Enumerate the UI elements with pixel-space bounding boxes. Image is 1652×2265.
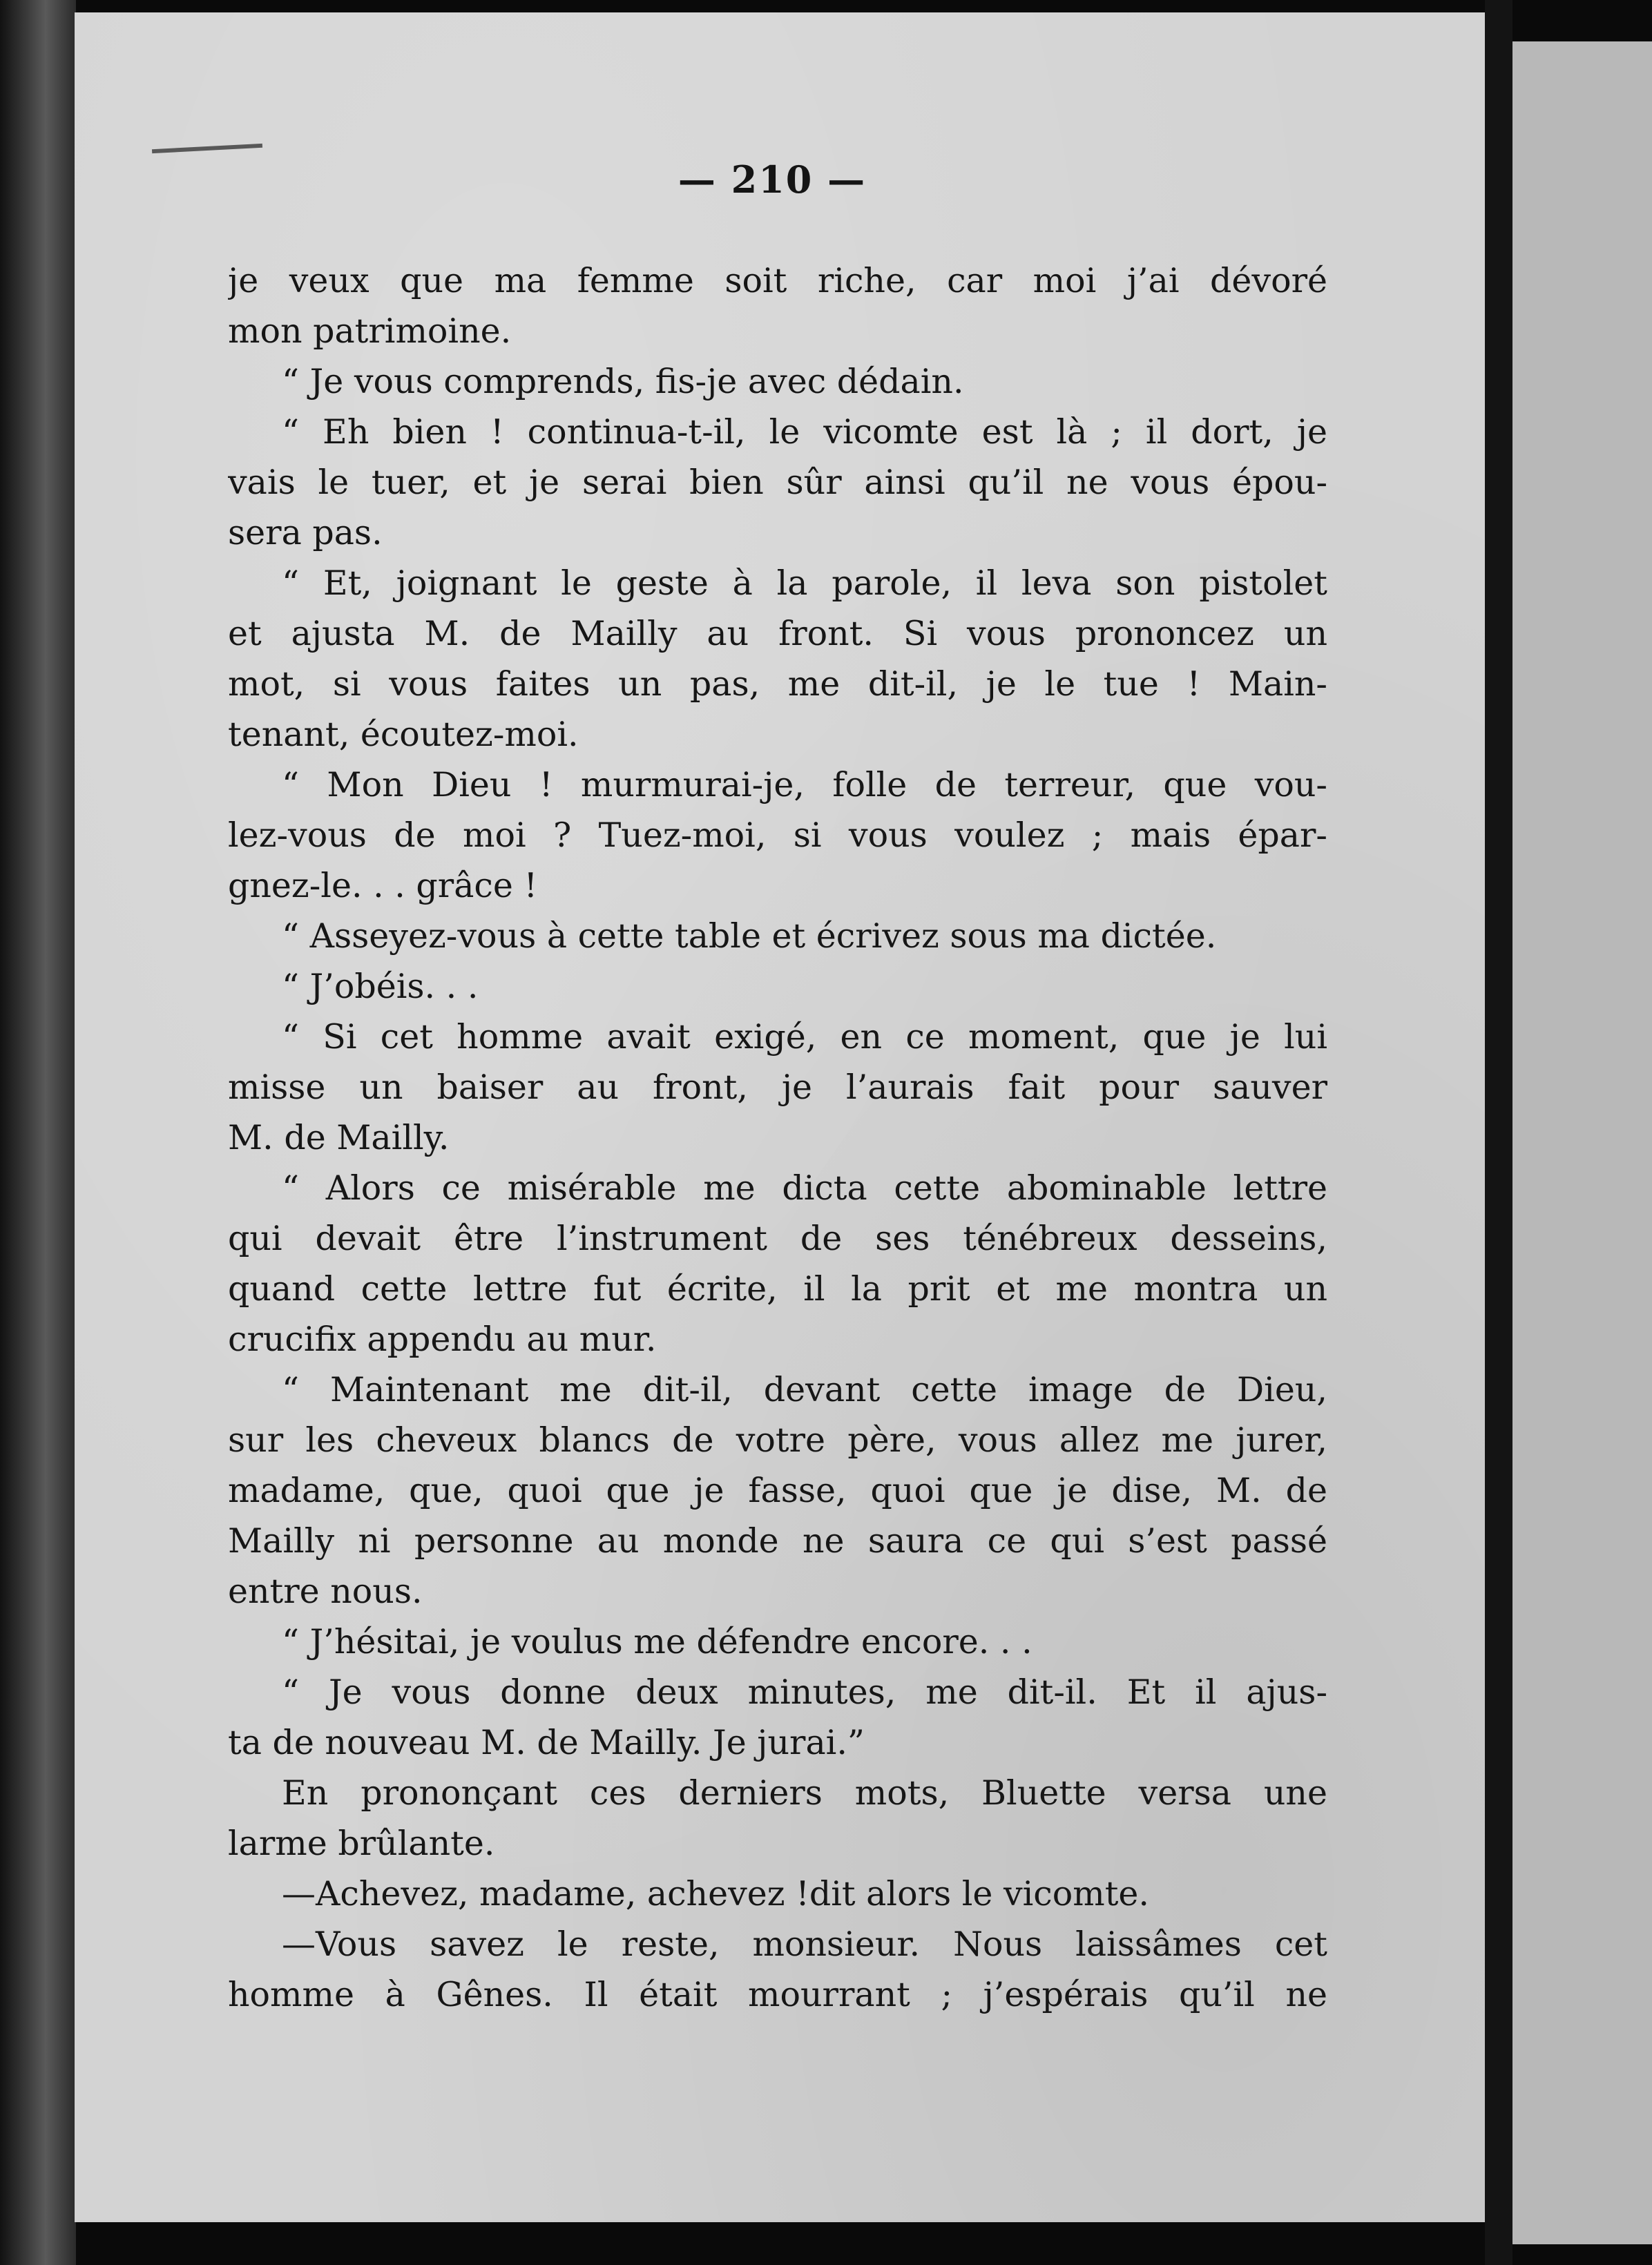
text-line: sera pas. — [228, 513, 383, 552]
text-line: “ Maintenant me dit-il, devant cette image de Dieu, — [282, 1370, 1327, 1409]
text-line: quand cette lettre fut écrite, il la prit et me montra un — [228, 1269, 1327, 1309]
text-line: mot, si vous faites un pas, me dit-il, je le tue ! Main- — [228, 664, 1327, 704]
text-line: M. de Mailly. — [228, 1118, 450, 1157]
text-line: Mailly ni personne au monde ne saura ce qui s’est passé — [228, 1521, 1327, 1561]
text-line: “ Alors ce misérable me dicta cette abominable lettre — [282, 1168, 1327, 1208]
text-line: larme brûlante. — [228, 1824, 495, 1863]
text-line: vais le tuer, et je serai bien sûr ainsi qu’il ne vous épou- — [228, 463, 1327, 502]
text-line: mon patrimoine. — [228, 311, 512, 351]
text-line: En prononçant ces derniers mots, Bluette versa une — [282, 1773, 1327, 1813]
adjacent-page-edge — [1512, 41, 1652, 2244]
text-line: et ajusta M. de Mailly au front. Si vous prononcez un — [228, 614, 1327, 653]
text-line: “ Si cet homme avait exigé, en ce moment, que je lui — [282, 1017, 1327, 1057]
text-line: ta de nouveau M. de Mailly. Je jurai.” — [228, 1723, 865, 1762]
text-line: —Vous savez le reste, monsieur. Nous laissâmes cet — [282, 1925, 1327, 1964]
text-line: entre nous. — [228, 1572, 423, 1611]
text-line: sur les cheveux blancs de votre père, vous allez me jurer, — [228, 1420, 1327, 1460]
text-line: “ Je vous comprends, fis-je avec dédain. — [282, 362, 964, 401]
text-line: qui devait être l’instrument de ses ténébreux desseins, — [228, 1219, 1327, 1258]
page-number: — 210 — — [678, 157, 867, 202]
text-line: gnez-le. . . grâce ! — [228, 866, 538, 905]
text-line: lez-vous de moi ? Tuez-moi, si vous voulez ; mais épar- — [228, 816, 1327, 855]
text-line: crucifix appendu au mur. — [228, 1320, 657, 1359]
text-line: “ J’obéis. . . — [282, 967, 479, 1006]
body-text — [228, 256, 1327, 2020]
text-line: —Achevez, madame, achevez !dit alors le vicomte. — [282, 1874, 1149, 1914]
text-line: “ Eh bien ! continua-t-il, le vicomte est là ; il dort, je — [282, 412, 1327, 452]
text-line: “ Mon Dieu ! murmurai-je, folle de terreur, que vou- — [282, 765, 1327, 804]
text-line: je veux que ma femme soit riche, car moi j’ai dévoré — [228, 261, 1327, 300]
text-line: “ Asseyez-vous à cette table et écrivez sous ma dictée. — [282, 916, 1217, 956]
text-line: madame, que, quoi que je fasse, quoi que je dise, M. de — [228, 1471, 1327, 1510]
text-line: “ J’hésitai, je voulus me défendre encore. . . — [282, 1622, 1032, 1661]
book-spine-edge — [0, 0, 76, 2265]
text-line: misse un baiser au front, je l’aurais fait pour sauver — [228, 1068, 1327, 1107]
text-line: tenant, écoutez-moi. — [228, 715, 579, 754]
text-line: homme à Gênes. Il était mourrant ; j’espérais qu’il ne — [228, 1975, 1327, 2014]
text-line: “ Je vous donne deux minutes, me dit-il. Et il ajus- — [282, 1673, 1327, 1712]
page-fold-shadow — [1485, 0, 1512, 2265]
text-line: “ Et, joignant le geste à la parole, il leva son pistolet — [282, 563, 1327, 603]
